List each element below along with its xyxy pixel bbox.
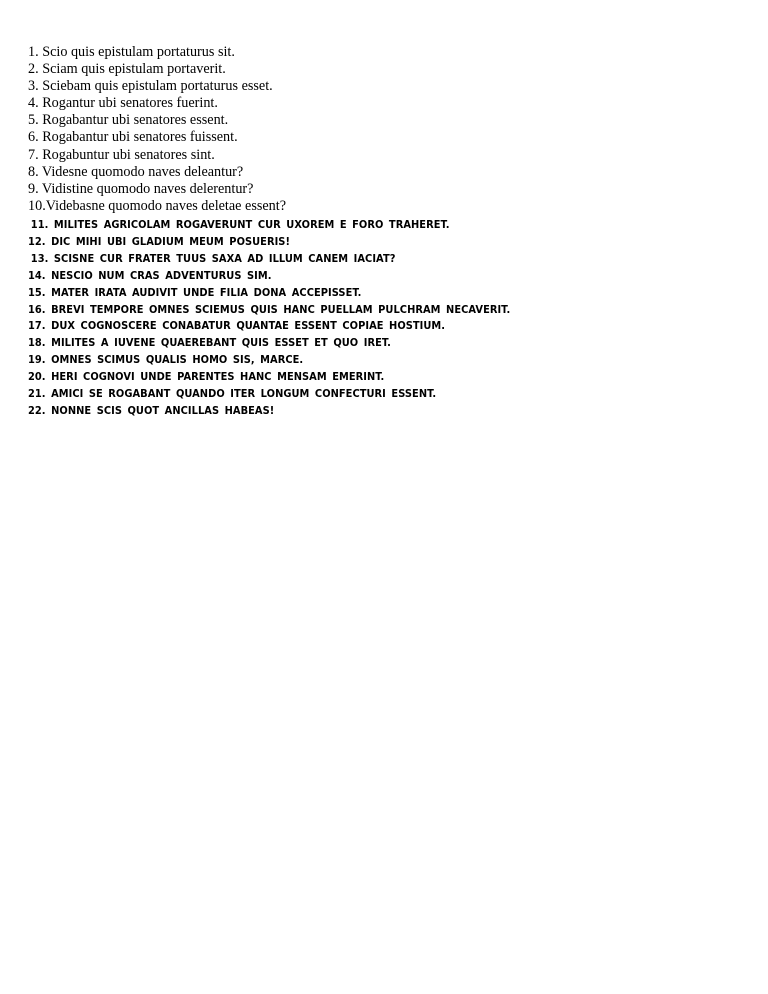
sentence-item: 18. MILITES A IUVENE QUAEREBANT QUIS ESSET ET QUO IRET. — [28, 337, 391, 350]
sentence-list-part-b — [28, 217, 547, 420]
sentence-item: 22. NONNE SCIS QUOT ANCILLAS HABEAS! — [28, 404, 275, 417]
sentence-item: 12. DIC MIHI UBI GLADIUM MEUM POSUERIS! — [28, 235, 290, 248]
sentence-item: 21. AMICI SE ROGABANT QUANDO ITER LONGUM CONFECTURI ESSENT. — [28, 388, 437, 401]
sentence-item: 14. NESCIO NUM CRAS ADVENTURUS SIM. — [28, 269, 272, 282]
sentence-item: 5. Rogabantur ubi senatores essent. — [28, 112, 229, 129]
sentence-item: 7. Rogabuntur ubi senatores sint. — [28, 146, 215, 163]
sentence-item: 6. Rogabantur ubi senatores fuissent. — [28, 129, 238, 146]
sentence-list-part-a — [28, 44, 286, 215]
sentence-item: 10.Videbasne quomodo naves deletae essent? — [28, 197, 286, 214]
sentence-item: 19. OMNES SCIMUS QUALIS HOMO SIS, MARCE. — [28, 354, 304, 367]
sentence-item: 15. MATER IRATA AUDIVIT UNDE FILIA DONA ACCEPISSET. — [28, 286, 362, 299]
sentence-item: 3. Sciebam quis epistulam portaturus esset. — [28, 78, 273, 95]
sentence-item: 2. Sciam quis epistulam portaverit. — [28, 61, 226, 78]
sentence-item: 1. Scio quis epistulam portaturus sit. — [28, 44, 235, 60]
sentence-item: 11. MILITES AGRICOLAM ROGAVERUNT CUR UXOREM E FORO TRAHERET. — [30, 219, 450, 231]
sentence-item: 13. SCISNE CUR FRATER TUUS SAXA AD ILLUM CANEM IACIAT? — [30, 252, 396, 265]
sentence-item: 9. Vidistine quomodo naves delerentur? — [28, 180, 254, 197]
sentence-item: 20. HERI COGNOVI UNDE PARENTES HANC MENSAM EMERINT. — [28, 371, 385, 384]
sentence-item: 16. BREVI TEMPORE OMNES SCIEMUS QUIS HANC PUELLAM PULCHRAM NECAVERIT. — [28, 303, 511, 316]
sentence-item: 4. Rogantur ubi senatores fuerint. — [28, 95, 218, 112]
sentence-item: 8. Videsne quomodo naves deleantur? — [28, 163, 244, 180]
sentence-item: 17. DUX COGNOSCERE CONABATUR QUANTAE ESSENT COPIAE HOSTIUM. — [28, 320, 446, 333]
